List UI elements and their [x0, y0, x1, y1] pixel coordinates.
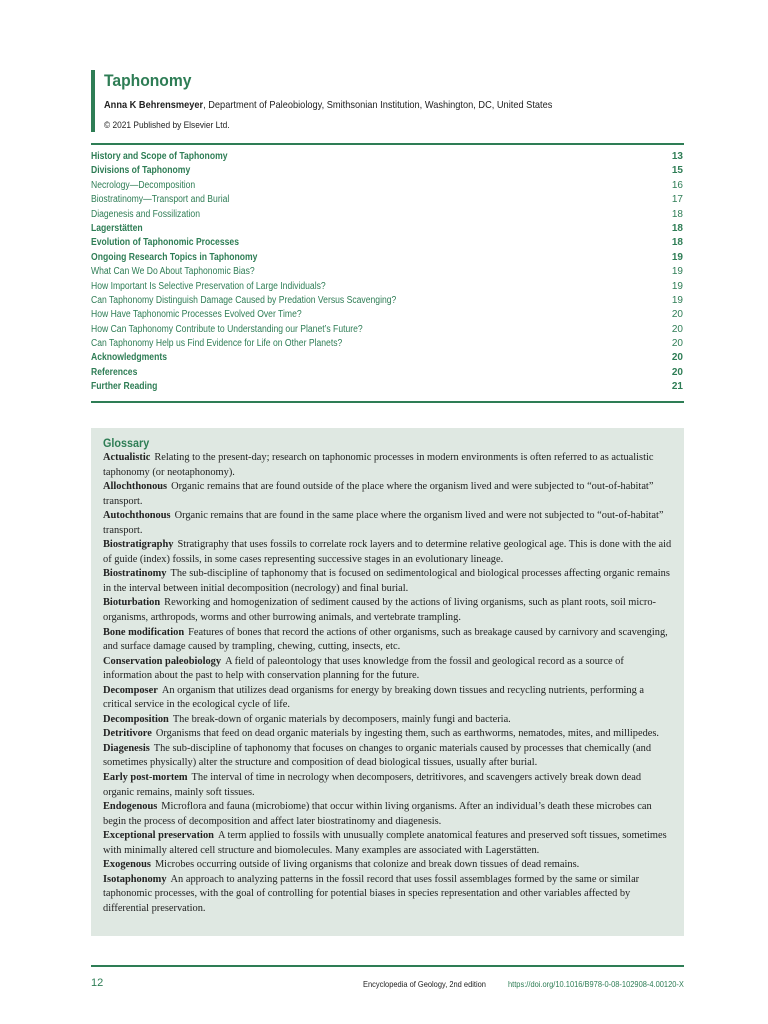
- toc-entry-label[interactable]: What Can We Do About Taphonomic Bias?: [91, 266, 255, 278]
- toc-entry-label[interactable]: Diagenesis and Fossilization: [91, 208, 200, 220]
- toc-entry-label[interactable]: Biostratinomy—Transport and Burial: [91, 194, 230, 206]
- toc-entry-page: 19: [671, 280, 683, 292]
- article-title: Taphonomy: [104, 71, 192, 90]
- glossary-definition: An approach to analyzing patterns in the fossil record that uses fossil assemblages formed by the same or similar taphonomic processes, with the goal of controlling for potential biases in species representation and other variables affected by differential preservation.: [103, 873, 640, 914]
- toc-entry-page: 15: [671, 165, 683, 177]
- toc-entry-page: 20: [671, 323, 683, 335]
- toc-entry[interactable]: [91, 222, 684, 236]
- toc-entry-page: 20: [671, 309, 683, 321]
- toc-entry-page: 20: [671, 352, 683, 364]
- toc-entry-label[interactable]: References: [91, 366, 138, 378]
- toc-entry-page: 20: [671, 338, 683, 350]
- toc-entry-label[interactable]: Ongoing Research Topics in Taphonomy: [91, 251, 258, 263]
- toc-entry-label[interactable]: Evolution of Taphonomic Processes: [91, 237, 239, 249]
- glossary-definition: Organic remains that are found outside of the place where the organism lived and were subjected to “out-of-habitat” transport.: [103, 481, 654, 507]
- glossary-term: Bone modification: [103, 626, 185, 638]
- toc-entry[interactable]: [91, 380, 684, 394]
- glossary-term: Biostratigraphy: [103, 539, 174, 551]
- toc-entry[interactable]: [91, 251, 684, 265]
- glossary-entry: [103, 873, 674, 917]
- glossary-entry: [103, 509, 674, 538]
- glossary-term: Early post-mortem: [103, 772, 188, 784]
- toc-entry-page: 19: [671, 294, 683, 306]
- glossary-definition: Microflora and fauna (microbiome) that occur within living organisms. After an individual’s death these microbes can begin the process of decomposition and affect later biostratinomy and diagenesis.: [103, 801, 652, 827]
- toc-entry-page: 19: [671, 266, 683, 278]
- glossary-term: Decomposer: [103, 684, 158, 696]
- glossary-definition: Organisms that feed on dead organic materials by ingesting them, such as earthworms, nematodes, mites, and millipedes.: [155, 728, 660, 740]
- glossary-term: Exceptional preservation: [103, 830, 214, 842]
- toc-entry-page: 20: [671, 366, 683, 378]
- glossary-entry: [103, 713, 674, 728]
- page-footer: [91, 965, 684, 997]
- toc-entry-label[interactable]: How Important Is Selective Preservation of Large Individuals?: [91, 280, 326, 292]
- toc-entry[interactable]: [91, 164, 684, 178]
- toc-entry-label[interactable]: Can Taphonomy Help us Find Evidence for Life on Other Planets?: [91, 338, 343, 350]
- toc-entry[interactable]: [91, 337, 684, 351]
- glossary-entry: [103, 596, 674, 625]
- toc-entry-page: 13: [671, 151, 683, 162]
- glossary-entry: [103, 451, 674, 480]
- glossary-entry: [103, 626, 674, 655]
- toc-entry[interactable]: [91, 208, 684, 222]
- glossary-definition: A term applied to fossils with unusually complete anatomical features and preserved soft tissues, sometimes with minimally altered cell structure and biomolecules. Many examples are associated with Lagerstätten.: [103, 830, 667, 856]
- article-header: [91, 70, 704, 132]
- glossary-term: Actualistic: [103, 452, 151, 463]
- glossary-term: Bioturbation: [103, 597, 161, 609]
- glossary-definition: Reworking and homogenization of sediment caused by the actions of living organisms, such as plant roots, soil micro-organisms, arthropods, worms and other burrowing animals, and vertebrate trampling.: [103, 597, 657, 624]
- toc-entry-label[interactable]: Lagerstätten: [91, 222, 143, 234]
- toc-entry-label[interactable]: Can Taphonomy Distinguish Damage Caused by Predation Versus Scavenging?: [91, 294, 397, 306]
- toc-entry[interactable]: [91, 280, 684, 294]
- glossary-definition: Organic remains that are found in the same place where the organism lived and were not subjected to “out-of-habitat” transport.: [103, 510, 664, 536]
- glossary-definition: The sub-discipline of taphonomy that focuses on changes to organic materials caused by processes that chemically (and sometimes physically) alter the structure and composition of dead biological tissues, usually after burial.: [103, 742, 652, 769]
- glossary-entry: [103, 727, 674, 742]
- doi-link[interactable]: https://doi.org/10.1016/B978-0-08-102908-4.00120-X: [508, 979, 684, 989]
- toc-entry-label[interactable]: How Can Taphonomy Contribute to Understanding our Planet’s Future?: [91, 323, 363, 335]
- glossary-entry: [103, 684, 674, 713]
- glossary-definition: The interval of time in necrology when decomposers, detritivores, and scavengers actively break down dead organic remains, mainly soft tissues.: [103, 772, 642, 798]
- glossary-entry: [103, 858, 674, 873]
- glossary-term: Exogenous: [103, 859, 151, 871]
- journal-name: Encyclopedia of Geology, 2nd edition: [363, 979, 486, 989]
- toc-entry-page: 18: [671, 208, 683, 220]
- toc-entry-label[interactable]: Necrology—Decomposition: [91, 179, 196, 191]
- glossary-definition: Relating to the present-day; research on taphonomic processes in modern environments is often referred to as actualistic taphonomy (or neotaphonomy).: [103, 452, 654, 478]
- glossary-definition: The break-down of organic materials by decomposers, mainly fungi and bacteria.: [172, 713, 511, 725]
- toc-entry-page: 19: [671, 251, 683, 263]
- glossary-term: Isotaphonomy: [103, 873, 167, 885]
- glossary-title: Glossary: [103, 436, 150, 450]
- toc-entry[interactable]: [91, 323, 684, 337]
- toc-entry[interactable]: [91, 351, 684, 365]
- glossary-term: Decomposition: [103, 713, 169, 725]
- toc-entry-page: 16: [671, 179, 683, 191]
- toc-entry[interactable]: [91, 179, 684, 193]
- glossary-entry: [103, 800, 674, 829]
- glossary-entry: [103, 742, 674, 771]
- author-line: [104, 98, 632, 112]
- glossary-entry: [103, 829, 674, 858]
- toc-entry[interactable]: [91, 150, 684, 164]
- glossary-entry: [103, 771, 674, 800]
- glossary-definition: Microbes occurring outside of living organisms that colonize and break down tissues of dead remains.: [154, 859, 580, 871]
- toc-entry-label[interactable]: Divisions of Taphonomy: [91, 165, 191, 177]
- glossary-term: Diagenesis: [103, 742, 150, 754]
- toc-entry[interactable]: [91, 265, 684, 279]
- author-affiliation: , Department of Paleobiology, Smithsonian Institution, Washington, DC, United States: [203, 99, 553, 111]
- toc-entry-label[interactable]: History and Scope of Taphonomy: [91, 151, 228, 162]
- glossary-entry: [103, 538, 674, 567]
- toc-entry[interactable]: [91, 308, 684, 322]
- glossary-box: [91, 428, 684, 936]
- toc-entry-page: 18: [671, 222, 683, 234]
- glossary-definition: An organism that utilizes dead organisms for energy by breaking down tissues and recycling nutrients, performing a critical service in the ecological cycle of life.: [103, 684, 645, 711]
- toc-entry-label[interactable]: Acknowledgments: [91, 352, 167, 364]
- toc-entry[interactable]: [91, 366, 684, 380]
- glossary-definition: The sub-discipline of taphonomy that is focused on sedimentological and biological processes affecting organic remains in the interval between initial decomposition (necrology) and final burial.: [103, 568, 670, 594]
- glossary-entry: [103, 655, 674, 684]
- glossary-term: Biostratinomy: [103, 568, 167, 580]
- glossary-term: Autochthonous: [103, 510, 171, 522]
- author-name[interactable]: Anna K Behrensmeyer: [104, 99, 204, 111]
- toc-entry-page: 21: [671, 381, 683, 393]
- glossary-term: Detritivore: [103, 728, 152, 740]
- glossary-entry: [103, 567, 674, 596]
- page-number: 12: [91, 977, 104, 989]
- glossary-definition: Stratigraphy that uses fossils to correlate rock layers and to determine relative geological age. This is done with the aid of guide (index) fossils, in some cases representing successive stages in an evolutionary lineage.: [103, 539, 672, 565]
- toc-entry[interactable]: [91, 294, 684, 308]
- toc-entry[interactable]: [91, 193, 684, 207]
- glossary-list: [103, 451, 674, 917]
- toc-entry-label[interactable]: How Have Taphonomic Processes Evolved Over Time?: [91, 309, 302, 321]
- glossary-definition: Features of bones that record the actions of other organisms, such as breakage caused by carnivory and scavenging, and surface damage caused by trampling, chewing, cutting, insects, etc.: [103, 626, 668, 653]
- glossary-definition: A field of paleontology that uses knowledge from the fossil and geological record as a source of information about the past to help with conservation planning for the future.: [103, 655, 624, 682]
- toc-entry[interactable]: [91, 236, 684, 250]
- copyright-notice: © 2021 Published by Elsevier Ltd.: [104, 120, 230, 131]
- glossary-entry: [103, 480, 674, 509]
- glossary-term: Conservation paleobiology: [103, 655, 222, 667]
- toc-entry-page: 18: [671, 237, 683, 249]
- toc-entry-page: 17: [671, 194, 683, 206]
- glossary-term: Allochthonous: [103, 481, 168, 493]
- toc-entry-label[interactable]: Further Reading: [91, 381, 158, 393]
- table-of-contents: [91, 143, 684, 403]
- glossary-term: Endogenous: [103, 801, 158, 813]
